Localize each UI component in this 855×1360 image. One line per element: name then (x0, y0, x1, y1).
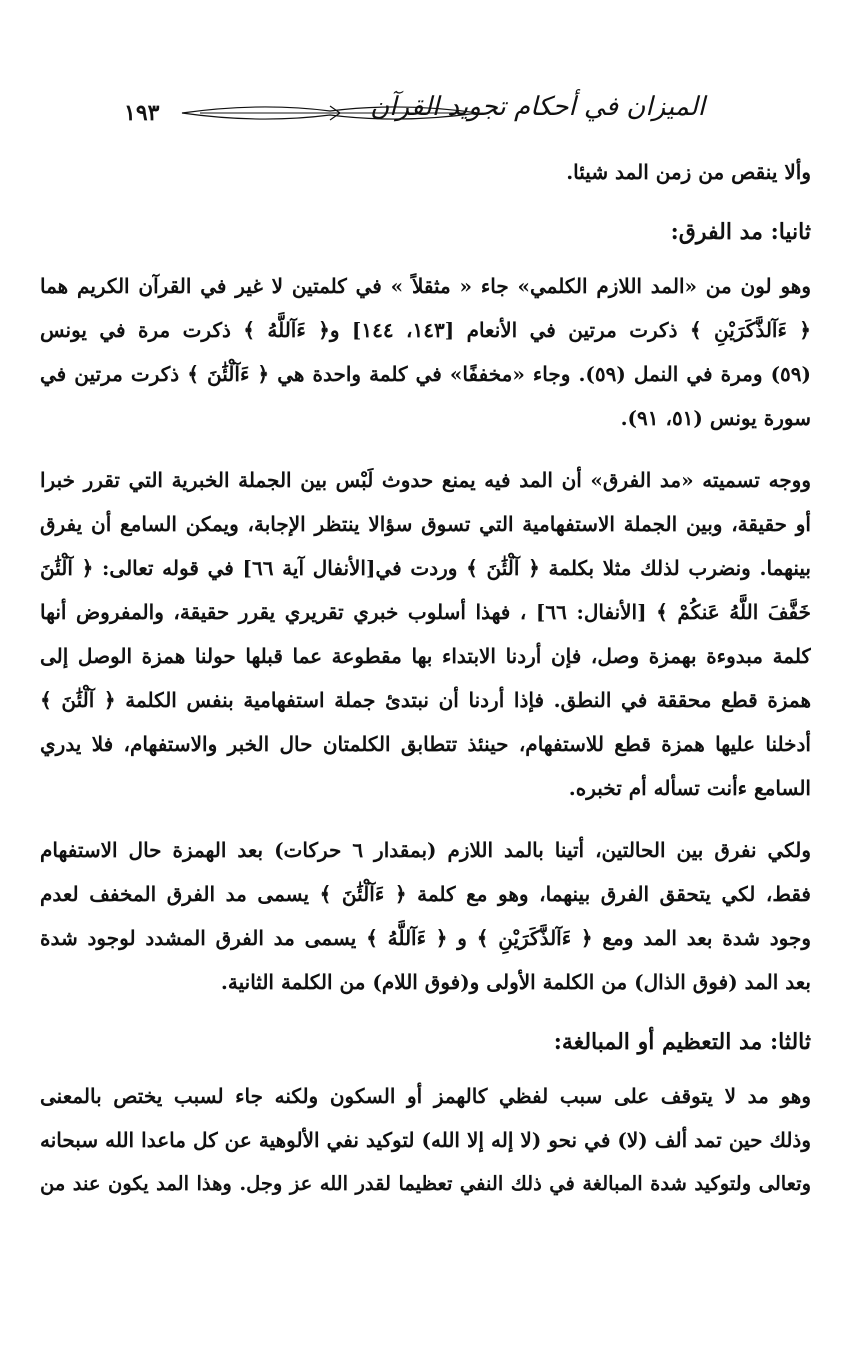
text-line: (٥٩) ومرة في النمل (٥٩). وجاء «مخففًا» في كلمة واحدة هي ﴿ ءَآلْئَٰنَ ﴾ ذكرت مرتين في (40, 362, 811, 386)
text-line: سورة يونس (٥١، ٩١). (620, 406, 811, 430)
page-body (40, 150, 811, 1206)
text-line: أدخلنا عليها همزة قطع للاستفهام، حينئذ تتطابق الكلمتان حال الخبر والاستفهام، فلا يدري (40, 732, 811, 756)
text-line: وألا ينقص من زمن المد شيئا. (566, 160, 811, 184)
text-line: وهو لون من «المد اللازم الكلمي» جاء « مثقلاً » في كلمتين لا غير في القرآن الكريم هما (40, 274, 811, 298)
text-line: همزة قطع محققة في النطق. فإذا أردنا أن نبتدئ جملة استفهامية بنفس الكلمة ﴿ آلْئَٰنَ ﴾ (40, 688, 811, 712)
section-heading: ثانيا: مد الفرق: (670, 219, 811, 245)
text-line: ووجه تسميته «مد الفرق» أن المد فيه يمنع حدوث لَبْس بين الجملة الخبرية التي تقرر خبرا (40, 468, 811, 492)
section-heading: ثالثا: مد التعظيم أو المبالغة: (553, 1029, 811, 1055)
text-line: السامع ءأنت تسأله أم تخبره. (568, 776, 811, 800)
text-line: وهو مد لا يتوقف على سبب لفظي كالهمز أو السكون ولكنه جاء لسبب يختص بالمعنى (40, 1084, 811, 1108)
text-line: ولكي نفرق بين الحالتين، أتينا بالمد اللازم (بمقدار ٦ حركات) بعد الهمزة حال الاستفهام (40, 838, 811, 862)
text-line: ﴿ ءَآلذَّكَرَيْنِ ﴾ ذكرت مرتين في الأنعام [١٤٣، ١٤٤] و﴿ ءَآللَّهُ ﴾ ذكرت مرة في يونس (40, 318, 811, 342)
text-line: خَفَّفَ اللَّهُ عَنكُمْ ﴾ [الأنفال: ٦٦] ، فهذا أسلوب خبري تقريري يقرر حقيقة، والمفروض أنها (40, 600, 811, 624)
text-line: أو حقيقة، وبين الجملة الاستفهامية التي تسوق سؤالا ينتظر الإجابة، ويمكن السامع أن يفرق (40, 512, 811, 536)
page-number: ١٩٣ (124, 100, 160, 126)
text-line: كلمة مبدوءة بهمزة وصل، فإن أردنا الابتداء بها مقطوعة عما قبلها حولنا همزة الوصل إلى (40, 644, 811, 668)
page-header (110, 92, 705, 138)
text-line: وجود شدة بعد المد ومع ﴿ ءَآلذَّكَرَيْنِ ﴾ و ﴿ ءَآللَّهُ ﴾ يسمى مد الفرق المشدد لوجود شدة (40, 926, 811, 950)
text-line: وتعالى ولتوكيد شدة المبالغة في ذلك النفي تعظيما لقدر الله عز وجل. وهذا المد يكون عند من (40, 1172, 811, 1195)
text-line: بعد المد (فوق الذال) من الكلمة الأولى و(فوق اللام) من الكلمة الثانية. (220, 970, 811, 994)
running-title: الميزان في أحكام تجويد القرآن (370, 92, 705, 122)
text-line: فقط، لكي يتحقق الفرق بينهما، وهو مع كلمة ﴿ ءَآلْئَٰنَ ﴾ يسمى مد الفرق المخفف لعدم (40, 882, 811, 906)
text-line: بينهما. ونضرب لذلك مثلا بكلمة ﴿ آلْئَٰنَ ﴾ وردت في[الأنفال آية ٦٦] في قوله تعالى: ﴿ آلْئَٰنَ (40, 556, 811, 580)
text-line: وذلك حين تمد ألف (لا) في نحو (لا إله إلا الله) لتوكيد نفي الألوهية عن كل ماعدا الله سبحانه (40, 1128, 811, 1152)
